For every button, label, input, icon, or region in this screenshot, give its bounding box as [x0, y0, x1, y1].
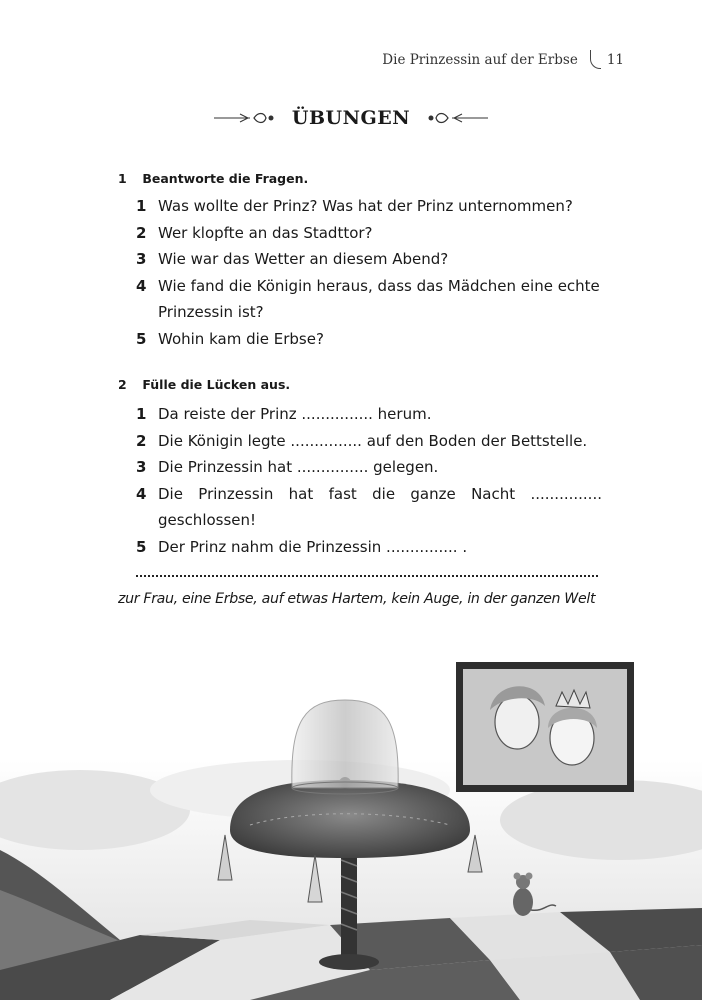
page-number: 11 [606, 51, 624, 68]
ornament-left-icon [214, 111, 276, 125]
word-bank: zur Frau, eine Erbse, auf etwas Hartem, kein Auge, in der ganzen Welt [118, 591, 596, 607]
question-text: Was wollte der Prinz? Was hat der Prinz unternommen? [158, 197, 573, 215]
question-text-line-2: Prinzessin ist? [158, 303, 264, 321]
item-number: 4 [136, 276, 147, 295]
exercise-number: 1 [118, 171, 127, 186]
illustration [0, 640, 702, 1000]
question-text: Wer klopfte an das Stadttor? [158, 223, 373, 242]
glass-dome [292, 700, 398, 788]
list-item [136, 326, 602, 353]
question-text [158, 273, 602, 326]
gap-sentence: Die Prinzessin hat ............... gelegen. [158, 458, 439, 476]
list-item [136, 481, 602, 534]
gap-sentence: Der Prinz nahm die Prinzessin ............... . [158, 537, 468, 556]
list-item [136, 220, 602, 247]
gap-sentence-line-2: geschlossen! [158, 511, 257, 529]
item-number: 5 [136, 537, 147, 556]
exercise-instruction: Fülle die Lücken aus. [142, 377, 291, 392]
exercise-number: 2 [118, 377, 127, 392]
question-text: Wie war das Wetter an diesem Abend? [158, 250, 449, 268]
exercise-1-heading [118, 171, 308, 186]
list-item [136, 273, 602, 326]
exercise-1-questions [136, 193, 602, 352]
cushion-shape [230, 780, 470, 858]
item-number: 1 [136, 197, 147, 215]
list-item [136, 246, 602, 273]
item-number: 3 [136, 250, 147, 268]
exercise-2-gap-fill [136, 401, 602, 560]
gap-sentence [158, 481, 602, 534]
list-item [136, 534, 602, 561]
question-text-line-1: Wie fand die Königin heraus, dass das Mädchen eine echte [158, 276, 600, 295]
item-number: 3 [136, 458, 147, 476]
dotted-answer-line [136, 561, 598, 577]
item-number: 2 [136, 431, 147, 450]
list-item [136, 401, 602, 428]
framed-portrait [456, 662, 634, 792]
gap-sentence-line-1: Die Prinzessin hat fast die ganze Nacht ............... [158, 484, 602, 503]
exercise-instruction: Beantworte die Fragen. [142, 171, 309, 186]
gap-sentence: Die Königin legte ............... auf den Boden der Bettstelle. [158, 431, 588, 450]
gap-sentence: Da reiste der Prinz ............... herum. [158, 405, 432, 423]
ornament-right-icon [426, 111, 488, 125]
running-header [382, 50, 624, 69]
item-number: 1 [136, 405, 147, 423]
item-number: 4 [136, 484, 147, 503]
exercise-2-heading [118, 377, 290, 392]
list-item [136, 193, 602, 220]
section-title: ÜBUNGEN [291, 107, 411, 129]
section-heading [0, 107, 702, 129]
list-item [136, 454, 602, 481]
question-text: Wohin kam die Erbse? [158, 329, 324, 348]
list-item [136, 428, 602, 455]
running-title: Die Prinzessin auf der Erbse [382, 51, 578, 68]
item-number: 5 [136, 329, 147, 348]
item-number: 2 [136, 223, 147, 242]
page-bracket-icon [590, 50, 601, 69]
